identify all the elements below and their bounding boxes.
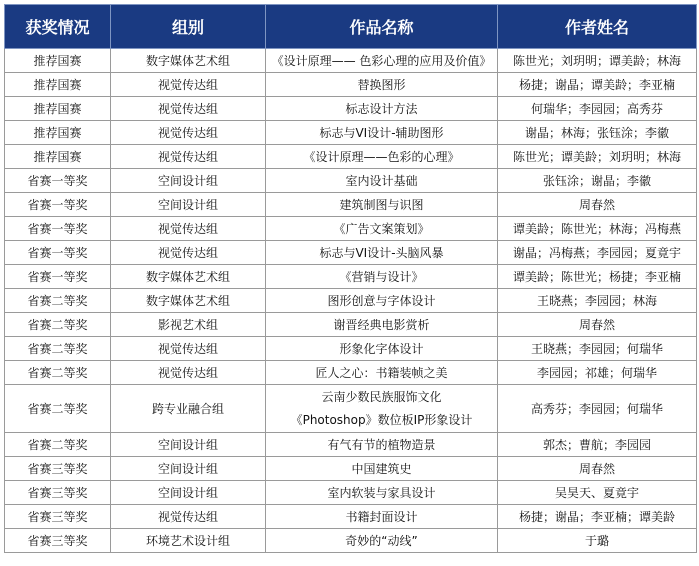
group-cell: 视觉传达组 xyxy=(111,241,266,265)
award-cell: 推荐国赛 xyxy=(5,145,111,169)
table-row xyxy=(5,289,697,313)
authors-cell: 杨捷；谢晶；谭美龄；李亚楠 xyxy=(498,73,697,97)
group-cell: 视觉传达组 xyxy=(111,121,266,145)
table-row xyxy=(5,121,697,145)
table-row xyxy=(5,481,697,505)
award-cell: 省赛三等奖 xyxy=(5,505,111,529)
authors-cell: 陈世光；谭美龄；刘玥明；林海 xyxy=(498,145,697,169)
title-line-2: 《Photoshop》数位板IP形象设计 xyxy=(290,412,473,427)
authors-cell: 郭杰；曹航；李园园 xyxy=(498,433,697,457)
header-authors: 作者姓名 xyxy=(498,5,697,49)
title-cell: 标志与VI设计-辅助图形 xyxy=(266,121,498,145)
title-cell: 《设计原理—— 色彩心理的应用及价值》 xyxy=(266,49,498,73)
group-cell: 环境艺术设计组 xyxy=(111,529,266,553)
award-cell: 省赛三等奖 xyxy=(5,529,111,553)
group-cell: 视觉传达组 xyxy=(111,505,266,529)
title-cell: 图形创意与字体设计 xyxy=(266,289,498,313)
table-row xyxy=(5,169,697,193)
table-row xyxy=(5,73,697,97)
award-cell: 省赛二等奖 xyxy=(5,313,111,337)
title-cell: 标志设计方法 xyxy=(266,97,498,121)
group-cell: 空间设计组 xyxy=(111,457,266,481)
table-row xyxy=(5,265,697,289)
table-row xyxy=(5,97,697,121)
award-cell: 省赛一等奖 xyxy=(5,169,111,193)
title-cell: 替换图形 xyxy=(266,73,498,97)
award-cell: 省赛三等奖 xyxy=(5,481,111,505)
award-cell: 省赛三等奖 xyxy=(5,457,111,481)
authors-cell: 杨捷；谢晶；李亚楠；谭美龄 xyxy=(498,505,697,529)
table-row xyxy=(5,361,697,385)
authors-cell: 谭美龄；陈世光；杨捷；李亚楠 xyxy=(498,265,697,289)
award-cell: 推荐国赛 xyxy=(5,121,111,145)
authors-cell: 吴昊天、夏竟宇 xyxy=(498,481,697,505)
award-cell: 推荐国赛 xyxy=(5,73,111,97)
authors-cell: 周春然 xyxy=(498,457,697,481)
title-cell: 谢晋经典电影赏析 xyxy=(266,313,498,337)
award-cell: 省赛二等奖 xyxy=(5,433,111,457)
group-cell: 影视艺术组 xyxy=(111,313,266,337)
header-group: 组别 xyxy=(111,5,266,49)
authors-cell: 王晓燕；李园园；何瑞华 xyxy=(498,337,697,361)
group-cell: 视觉传达组 xyxy=(111,97,266,121)
title-cell: 室内设计基础 xyxy=(266,169,498,193)
award-cell: 省赛一等奖 xyxy=(5,241,111,265)
authors-cell: 周春然 xyxy=(498,193,697,217)
title-cell: 匠人之心：书籍装帧之美 xyxy=(266,361,498,385)
group-cell: 空间设计组 xyxy=(111,169,266,193)
title-cell: 中国建筑史 xyxy=(266,457,498,481)
group-cell: 视觉传达组 xyxy=(111,217,266,241)
authors-cell: 谢晶；冯梅燕；李园园；夏竟宇 xyxy=(498,241,697,265)
group-cell: 跨专业融合组 xyxy=(111,385,266,433)
title-cell: 书籍封面设计 xyxy=(266,505,498,529)
authors-cell: 谭美龄；陈世光；林海；冯梅燕 xyxy=(498,217,697,241)
authors-cell: 陈世光；刘玥明；谭美龄；林海 xyxy=(498,49,697,73)
table-row xyxy=(5,193,697,217)
group-cell: 空间设计组 xyxy=(111,433,266,457)
award-cell: 省赛二等奖 xyxy=(5,385,111,433)
award-cell: 省赛二等奖 xyxy=(5,361,111,385)
table-row xyxy=(5,313,697,337)
table-row xyxy=(5,433,697,457)
award-cell: 省赛一等奖 xyxy=(5,217,111,241)
authors-cell: 何瑞华；李园园；高秀芬 xyxy=(498,97,697,121)
title-cell: 《广告文案策划》 xyxy=(266,217,498,241)
group-cell: 数字媒体艺术组 xyxy=(111,49,266,73)
award-cell: 省赛一等奖 xyxy=(5,193,111,217)
authors-cell: 李园园；祁雄；何瑞华 xyxy=(498,361,697,385)
table-row xyxy=(5,145,697,169)
table-row xyxy=(5,385,697,433)
group-cell: 视觉传达组 xyxy=(111,337,266,361)
awards-table xyxy=(4,4,697,553)
table-row xyxy=(5,49,697,73)
title-line-1: 云南少数民族服饰文化 xyxy=(321,389,442,404)
title-cell: 有气有节的植物造景 xyxy=(266,433,498,457)
header-award: 获奖情况 xyxy=(5,5,111,49)
table-row xyxy=(5,241,697,265)
table-row xyxy=(5,217,697,241)
group-cell: 视觉传达组 xyxy=(111,145,266,169)
award-cell: 省赛一等奖 xyxy=(5,265,111,289)
award-cell: 推荐国赛 xyxy=(5,97,111,121)
group-cell: 视觉传达组 xyxy=(111,361,266,385)
table-row xyxy=(5,457,697,481)
table-row xyxy=(5,337,697,361)
award-cell: 推荐国赛 xyxy=(5,49,111,73)
title-cell: 建筑制图与识图 xyxy=(266,193,498,217)
group-cell: 空间设计组 xyxy=(111,193,266,217)
authors-cell: 谢晶；林海；张钰涂；李徽 xyxy=(498,121,697,145)
header-row xyxy=(5,5,697,49)
title-cell: 《营销与设计》 xyxy=(266,265,498,289)
award-cell: 省赛二等奖 xyxy=(5,337,111,361)
title-cell: 奇妙的“动线” xyxy=(266,529,498,553)
authors-cell: 于璐 xyxy=(498,529,697,553)
award-cell: 省赛二等奖 xyxy=(5,289,111,313)
group-cell: 数字媒体艺术组 xyxy=(111,265,266,289)
header-work-title: 作品名称 xyxy=(266,5,498,49)
title-cell: 室内软装与家具设计 xyxy=(266,481,498,505)
title-cell: 标志与VI设计-头脑风暴 xyxy=(266,241,498,265)
table-row xyxy=(5,529,697,553)
group-cell: 数字媒体艺术组 xyxy=(111,289,266,313)
group-cell: 空间设计组 xyxy=(111,481,266,505)
title-cell: 形象化字体设计 xyxy=(266,337,498,361)
title-cell: 《设计原理——色彩的心理》 xyxy=(266,145,498,169)
group-cell: 视觉传达组 xyxy=(111,73,266,97)
authors-cell: 张钰涂；谢晶；李徽 xyxy=(498,169,697,193)
title-cell xyxy=(266,385,498,433)
authors-cell: 周春然 xyxy=(498,313,697,337)
authors-cell: 王晓燕；李园园；林海 xyxy=(498,289,697,313)
table-row xyxy=(5,505,697,529)
authors-cell: 高秀芬；李园园；何瑞华 xyxy=(498,385,697,433)
